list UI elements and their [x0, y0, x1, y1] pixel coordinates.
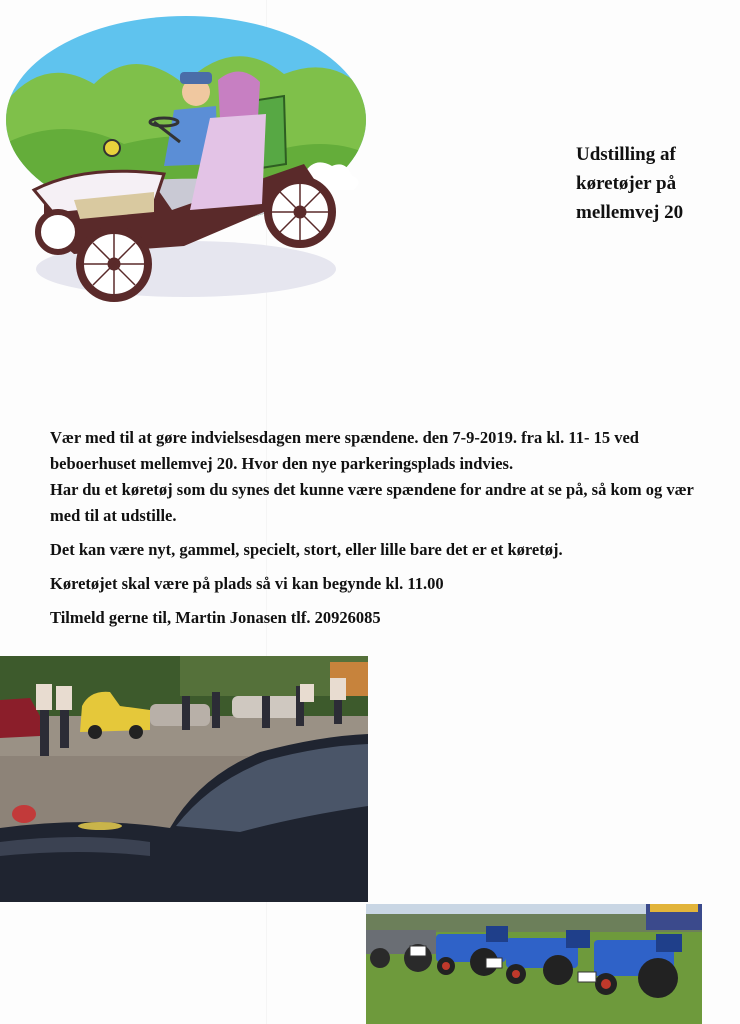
paragraph-vehicle-types: Det kan være nyt, gammel, specielt, stort, eller lille bare det er et køretøj.: [50, 540, 563, 559]
paragraph-arrival-time: Køretøjet skal være på plads så vi kan begynde kl. 11.00: [50, 574, 444, 593]
car-show-photo: [0, 656, 368, 902]
paragraph-contact: Tilmeld gerne til, Martin Jonasen tlf. 20926085: [50, 608, 381, 627]
title-line: køretøjer på: [576, 173, 677, 194]
paragraph-invitation: Har du et køretøj som du synes det kunne være spændene for andre at se på, så kom og vær med til at udstille.: [50, 480, 694, 525]
vintage-car-clipart: [4, 14, 368, 306]
paragraph-event-date: Vær med til at gøre indvielsesdagen mere spændene. den 7-9-2019. fra kl. 11- 15 ved beboerhuset mellemvej 20. Hvor den nye parkeringsplads indvies.: [50, 428, 639, 473]
event-description: [50, 425, 710, 639]
title-line: Udstilling af: [576, 144, 676, 165]
poster-title: [576, 140, 736, 227]
blue-tractors-photo: [366, 904, 702, 1024]
title-line: mellemvej 20: [576, 202, 684, 223]
